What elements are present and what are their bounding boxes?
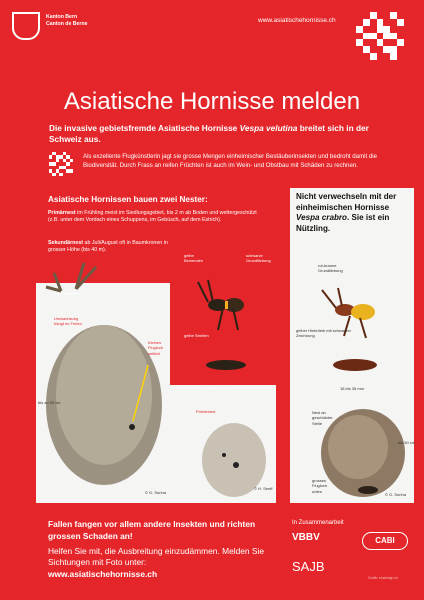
design-credit: Grafik: eindesign.ch (368, 576, 398, 580)
credit-right: © G. Surina (385, 492, 406, 497)
warning-text (296, 192, 411, 234)
secondary-nest-desc: ab Juli/August oft in Baumkronen in grosser Höhe (bis 40 m). (48, 240, 168, 254)
branch-note: Umwachsung hängt im Freien (54, 316, 82, 327)
intro-body: Als exzellente Flugkünstlerin jagt sie grosse Mengen einheimischer Bestäuberinsekten und bedroht damit die Biodiversität. Durch Frass an reifen Früchten ist auch im Wein- und Obstbau mit Schäden zu rechnen. (83, 153, 378, 169)
warning-end: . Sie ist ein Nützling. (296, 213, 390, 233)
sajb-logo: SAJB (292, 559, 325, 574)
yellow-stripes-label: gelbe Streifen (184, 333, 209, 338)
cabi-logo: CABI (362, 532, 408, 550)
secondary-nest-label: Sekundärnest (48, 240, 84, 246)
asian-hornet-icon (178, 270, 268, 370)
size-label-left: 17 bis 32 mm (206, 386, 231, 391)
vbbv-logo: VBBV (292, 532, 320, 543)
intro-lead (49, 123, 399, 145)
primary-nest-text (48, 210, 263, 225)
nest-spot-label: Nest an geschützter Stelle (312, 410, 333, 426)
primary-nest-desc: im Frühling meist im Siedlungsgebiet, bis 2 m ab Boden und wettergeschützt (z.B. unter dem Vordach eines Schuppens, im Gebüsch, auf dem Estrich). (48, 210, 257, 224)
sekundaernest-label: Sekundärnest (54, 291, 79, 296)
canton-name-de: Kanton Bern (46, 14, 78, 20)
black-thorax-label: schwarze Grundfärbung (246, 253, 271, 264)
canton-bern-logo (12, 12, 40, 40)
primaernest-label: Primärnest (196, 409, 216, 414)
warning-lead: Nicht verwechseln mit der einheimischen Hornisse (296, 192, 397, 212)
page-title: Asiatische Hornisse melden (63, 88, 361, 115)
height-label-right: bis 50 cm (398, 440, 416, 445)
size-label-right: 18 bis 35 mm (340, 386, 365, 391)
header-url[interactable]: www.asiatischehornisse.ch (258, 17, 336, 24)
primary-nest-label: Primärnest (48, 210, 76, 216)
yellow-legs-label: gelbe Beinenden (184, 253, 204, 264)
report-url[interactable]: www.asiatischehornisse.ch (48, 569, 158, 579)
credit-left-2: © H. Senff (254, 486, 273, 491)
credit-left-1: © G. Surina (145, 490, 166, 495)
nests-title: Asiatische Hornissen bauen zwei Nester: (48, 195, 208, 204)
side-hole-label: Kleines Flugloch seitlich (148, 340, 164, 356)
intro-lead-end: breitet sich in der Schweiz aus. (49, 123, 369, 144)
collab-label: In Zusammenarbeit (292, 520, 344, 526)
big-hole-label: grosses Flugloch unten (312, 478, 328, 494)
trap-warning: Fallen fangen vor allem andere Insekten und richten grossen Schaden an! (48, 519, 256, 541)
canton-name-fr: Canton de Berne (46, 21, 88, 27)
species-name: Vespa velutina (239, 123, 298, 133)
native-species-name: Vespa crabro (296, 213, 347, 223)
qr-code-icon (356, 12, 404, 60)
secondary-nest-text (48, 240, 168, 255)
red-brown-label: rot-braune Grundfärbung (318, 263, 343, 274)
height-label-left: bis zu 90 cm (38, 400, 61, 405)
yellow-abdomen-label: gelber Hinterleib mit schwarzer Zeichnung (296, 328, 351, 339)
intro-lead-text: Die invasive gebietsfremde Asiatische Hornisse (49, 123, 240, 133)
canton-name (46, 14, 88, 28)
help-text: Helfen Sie mit, die Ausbreitung einzudämmen. Melden Sie Sichtungen mit Foto unter: (48, 546, 265, 568)
qr-code-small-icon (49, 152, 73, 176)
